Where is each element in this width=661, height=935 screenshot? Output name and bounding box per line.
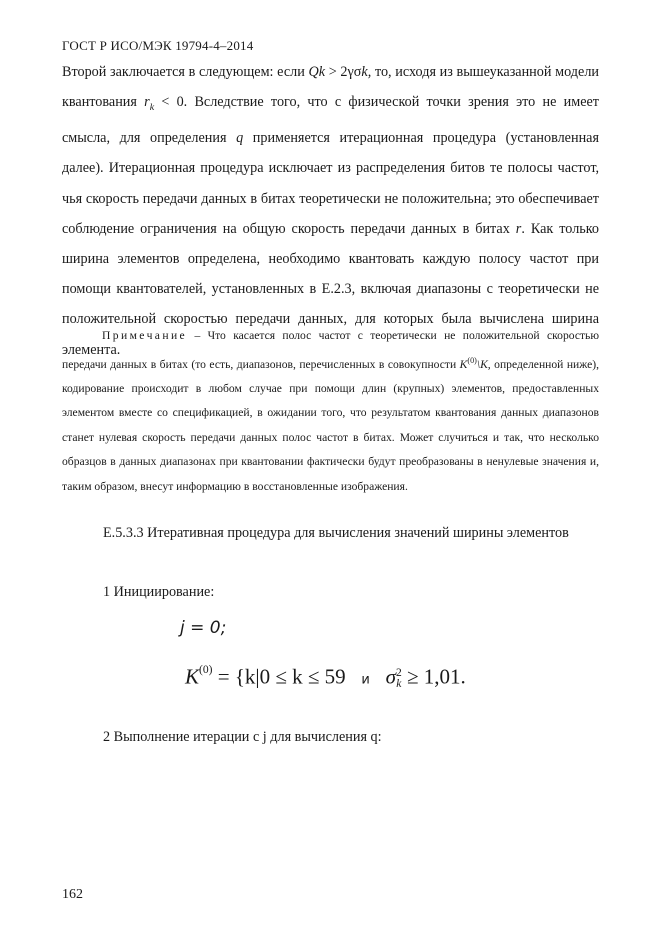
math-var: Qk <box>308 64 326 80</box>
math-var: r <box>515 220 522 237</box>
text-run: определенной ниже), кодирование происходит в любом случае при помощи длин (крупных) элементов, предоставленных элементом вместе со спецификацией, в ожидании того, что результатом квантования данных диапазонов станет нулевая скорость передачи данных полос частот в битах. Может случиться и так, что несколько образцов в данных диапазонах при квантовании фактически будут преобразованы в ненулевые значения и, таким образом, внесут информацию в восстановленные изображения. <box>62 357 599 493</box>
page-number: 162 <box>62 887 83 902</box>
text-run: . Как только ширина элементов определена, необходимо квантовать каждую полосу частот при помощи квантователей, установленных в Е.2.3, включая диапазоны с теоретически не положительной скоростью передачи данных, для которых была вычислена ширина элемента. <box>62 220 600 358</box>
paragraph-main <box>62 57 599 365</box>
math-var: K <box>185 664 200 689</box>
note-paragraph <box>62 324 599 499</box>
document-header: ГОСТ Р ИСО/МЭК 19794-4–2014 <box>62 38 254 53</box>
text-run: Второй заключается в следующем: если <box>62 64 309 80</box>
math-var: k, <box>361 64 372 80</box>
math-superscript: (0) <box>467 355 477 365</box>
math-rest: ≥ 1,01. <box>401 664 466 689</box>
math-sigma: σ <box>385 664 396 689</box>
section-title: Е.5.3.3 Итеративная процедура для вычисления значений ширины элементов <box>103 525 569 541</box>
math-set: {k|0 ≤ k ≤ 59 <box>234 664 346 689</box>
text-run: применяется итерационная процедура (установленная далее). Итерационная процедура исключает из распределения битов те полосы частот, чья скорость передачи данных в битах теоретически не положительна; это обеспечивает соблюдение ограничения на общую скорость передачи данных в битах <box>62 130 599 237</box>
math-op: = <box>212 664 235 689</box>
formula-set-k0 <box>185 664 466 689</box>
formula-init-j <box>180 618 226 638</box>
text-run: > 2γσ <box>325 64 362 80</box>
math-var: \K, <box>476 357 491 371</box>
text-run: – Что касается полос частот с теоретически не положительной скоростью передачи данных в битах (то есть, диапазонов, перечисленных в совокупности <box>62 329 599 371</box>
section-heading <box>62 518 599 548</box>
formula-text: j = 0; <box>180 618 227 638</box>
conjunction: и <box>361 672 370 688</box>
math-var: q <box>236 130 244 147</box>
math-var: r <box>144 94 150 111</box>
math-subscript: k <box>149 102 155 114</box>
text-run: то, исходя из вышеуказанной модели квантования <box>62 64 599 111</box>
step-1-label: 1 Инициирование: <box>103 584 215 600</box>
note-label: Примечание <box>102 329 188 342</box>
math-var: K <box>459 357 468 371</box>
math-subscript: k <box>396 677 402 690</box>
text-run: < 0. Вследствие того, что с физической точки зрения это не имеет смысла, для определения <box>62 94 599 147</box>
step-2-label: 2 Выполнение итерации с j для вычисления q: <box>103 729 382 745</box>
math-superscript: (0) <box>199 664 213 676</box>
math-superscript: 2 <box>395 667 402 680</box>
